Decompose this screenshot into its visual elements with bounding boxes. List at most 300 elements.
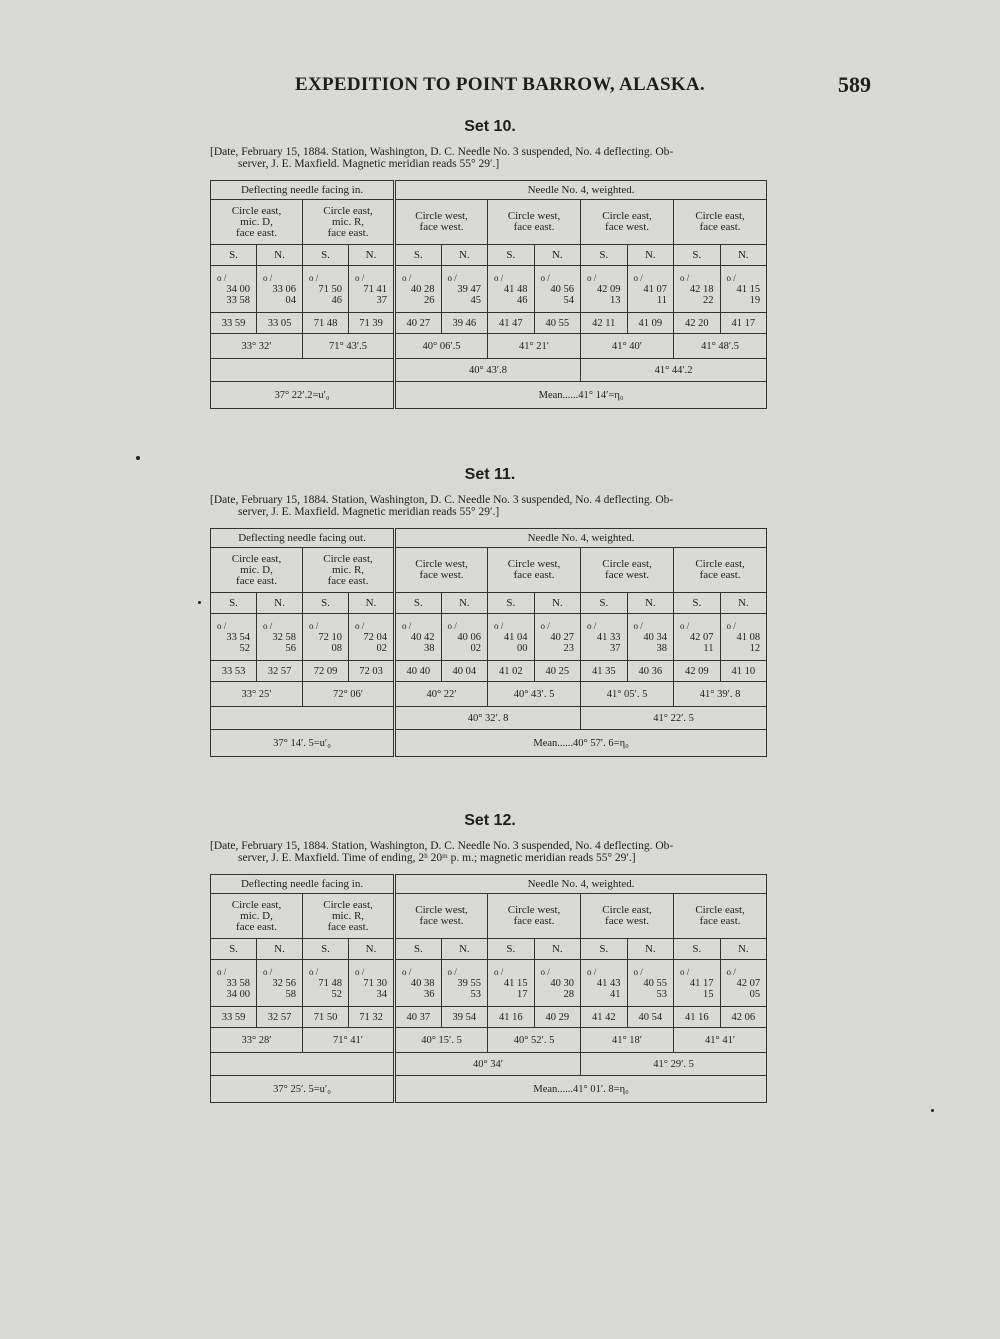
reading-value: 15	[703, 988, 714, 1000]
needle-header: Needle No. 4, weighted.	[395, 875, 767, 894]
degree-minute-marks: o /	[587, 620, 597, 631]
circle-header-row	[211, 200, 767, 245]
reading-value: 23	[563, 642, 575, 654]
mean-cell: 40 27	[395, 313, 442, 334]
pair-mean-cell: 40° 06′.5	[395, 334, 488, 359]
circle-header	[674, 200, 767, 245]
reading-value: 41 07	[643, 283, 668, 295]
mean-cell: 40 36	[627, 661, 674, 682]
degree-minute-marks: o /	[587, 966, 597, 977]
mean-cell: 33 53	[211, 661, 257, 682]
combined-cell: 41° 29′. 5	[581, 1053, 767, 1076]
mean-cell: 32 57	[257, 661, 303, 682]
readings-row	[211, 960, 767, 1007]
mean-cell: 39 46	[441, 313, 488, 334]
reading-value: 41 04	[503, 631, 528, 643]
circle-header	[674, 548, 767, 593]
reading-value: 39 47	[457, 283, 482, 295]
reading-cell	[349, 614, 395, 661]
reading-cell	[674, 614, 721, 661]
reading-value: 71 48	[318, 977, 342, 989]
mean-cell: 41 10	[720, 661, 767, 682]
pair-mean-cell: 41° 21′	[488, 334, 581, 359]
degree-minute-marks: o /	[355, 966, 365, 977]
reading-cell	[581, 266, 628, 313]
reading-value: 33 54	[226, 631, 250, 643]
combined-row	[211, 707, 767, 730]
degree-minute-marks: o /	[217, 620, 227, 631]
reading-value: 11	[656, 294, 668, 306]
mean-cell: 42 11	[581, 313, 628, 334]
readings-row	[211, 614, 767, 661]
n-header: N.	[441, 245, 488, 266]
reading-value: 40 28	[410, 283, 435, 295]
degree-minute-marks: o /	[309, 272, 319, 283]
reading-value: 12	[749, 642, 761, 654]
reading-value: 38	[424, 642, 435, 654]
degree-minute-marks: o /	[309, 620, 319, 631]
set-note-line: [Date, February 15, 1884. Station, Washington, D. C. Needle No. 3 suspended, No. 4 deflecting. Ob-	[210, 840, 674, 852]
degree-minute-marks: o /	[540, 620, 550, 631]
pair-mean-cell: 41° 48′.5	[674, 334, 767, 359]
degree-minute-marks: o /	[633, 620, 643, 631]
degree-minute-marks: o /	[309, 966, 319, 977]
degree-minute-marks: o /	[540, 966, 550, 977]
reading-value: 40 30	[550, 977, 575, 989]
means-row	[211, 1007, 767, 1028]
ink-speck	[136, 456, 140, 460]
circle-header	[395, 200, 488, 245]
mean-cell: 41 02	[488, 661, 535, 682]
combined-row	[211, 1053, 767, 1076]
degree-minute-marks: o /	[726, 272, 736, 283]
n-header: N.	[349, 593, 395, 614]
blank-cell	[211, 359, 395, 382]
combined-row	[211, 359, 767, 382]
reading-value: 13	[610, 294, 621, 306]
degree-minute-marks: o /	[726, 620, 736, 631]
degree-minute-marks: o /	[633, 272, 643, 283]
mean-cell: 72 09	[303, 661, 349, 682]
reading-value: 41	[610, 988, 621, 1000]
reading-cell	[534, 266, 581, 313]
combined-cell: 40° 34′	[395, 1053, 581, 1076]
reading-value: 40 42	[410, 631, 435, 643]
s-header: S.	[211, 939, 257, 960]
reading-value: 26	[424, 294, 435, 306]
reading-value: 40 27	[550, 631, 575, 643]
pair-means-row	[211, 334, 767, 359]
mean-cell: 71 32	[349, 1007, 395, 1028]
degree-minute-marks: o /	[726, 966, 736, 977]
degree-minute-marks: o /	[680, 272, 690, 283]
reading-value: 37	[610, 642, 621, 654]
pair-mean-cell: 40° 43′. 5	[488, 682, 581, 707]
circle-header	[211, 548, 303, 593]
mean-cell: 41 16	[674, 1007, 721, 1028]
pair-mean-cell: 40° 15′. 5	[395, 1028, 488, 1053]
n-header: N.	[720, 593, 767, 614]
circle-header	[581, 200, 674, 245]
needle-header: Needle No. 4, weighted.	[395, 181, 767, 200]
n-header: N.	[349, 245, 395, 266]
observation-table	[210, 874, 767, 1103]
reading-value: 41 15	[736, 283, 761, 295]
reading-value: 53	[470, 988, 482, 1000]
combined-cell: 41° 44′.2	[581, 359, 767, 382]
n-header: N.	[720, 939, 767, 960]
reading-value: 71 41	[363, 283, 388, 295]
s-header: S.	[581, 593, 628, 614]
reading-value: 39 55	[457, 977, 482, 989]
reading-cell	[534, 614, 581, 661]
reading-value: 32 58	[272, 631, 296, 643]
s-header: S.	[581, 939, 628, 960]
mean-cell: 72 03	[349, 661, 395, 682]
s-header: S.	[211, 593, 257, 614]
reading-cell	[627, 614, 674, 661]
s-header: S.	[303, 245, 349, 266]
set-note-line: [Date, February 15, 1884. Station, Washington, D. C. Needle No. 3 suspended, No. 4 deflecting. Ob-	[210, 146, 674, 158]
reading-cell	[211, 960, 257, 1007]
s-header: S.	[674, 939, 721, 960]
circle-header	[303, 548, 395, 593]
reading-cell	[720, 266, 767, 313]
degree-minute-marks: o /	[355, 272, 365, 283]
page-number: 589	[838, 72, 871, 97]
ink-speck	[198, 601, 201, 604]
reading-value: 38	[656, 642, 668, 654]
set-title: Set 12.	[464, 812, 516, 829]
degree-minute-marks: o /	[680, 966, 690, 977]
reading-value: 02	[470, 642, 482, 654]
reading-value: 71 50	[318, 283, 342, 295]
mean-cell: 40 37	[395, 1007, 442, 1028]
circle-header-row	[211, 548, 767, 593]
mean-cell: 41 35	[581, 661, 628, 682]
n-header: N.	[257, 593, 303, 614]
s-header: S.	[211, 245, 257, 266]
degree-minute-marks: o /	[494, 620, 504, 631]
reading-value: 33 58	[226, 977, 250, 989]
reading-cell	[488, 614, 535, 661]
circle-header	[395, 548, 488, 593]
circle-header	[488, 548, 581, 593]
circle-header	[395, 894, 488, 939]
sn-header-row	[211, 593, 767, 614]
reading-value: 42 18	[689, 283, 714, 295]
reading-cell	[395, 960, 442, 1007]
mean-cell: 41 17	[720, 313, 767, 334]
set-note-line: server, J. E. Maxfield. Time of ending, 2ʰ 20ᵐ p. m.; magnetic meridian reads 55° 29′.]	[238, 852, 636, 864]
reading-value: 72 04	[363, 631, 388, 643]
reading-value: 40 55	[643, 977, 668, 989]
set-title: Set 10.	[464, 118, 516, 135]
means-row	[211, 313, 767, 334]
mean-cell: 32 57	[257, 1007, 303, 1028]
readings-row	[211, 266, 767, 313]
reading-cell	[257, 266, 303, 313]
mean-cell: 71 39	[349, 313, 395, 334]
degree-minute-marks: o /	[402, 620, 412, 631]
circle-label: Circle west, face west.	[415, 558, 468, 581]
degree-minute-marks: o /	[402, 966, 412, 977]
circle-header	[303, 894, 395, 939]
mean-cell: 40 54	[627, 1007, 674, 1028]
n-header: N.	[627, 245, 674, 266]
reading-value: 52	[331, 988, 342, 1000]
reading-cell	[303, 960, 349, 1007]
final-deflection: 37° 25′. 5=u′₀	[211, 1076, 395, 1103]
blank-cell	[211, 1053, 395, 1076]
reading-value: 41 48	[503, 283, 528, 295]
needle-header: Needle No. 4, weighted.	[395, 529, 767, 548]
circle-label: Circle east, face west.	[602, 210, 652, 233]
reading-cell	[441, 614, 488, 661]
mean-cell: 33 59	[211, 1007, 257, 1028]
reading-cell	[488, 266, 535, 313]
s-header: S.	[488, 593, 535, 614]
degree-minute-marks: o /	[263, 620, 273, 631]
reading-cell	[720, 614, 767, 661]
final-row	[211, 730, 767, 757]
reading-cell	[395, 266, 442, 313]
reading-value: 41 33	[596, 631, 621, 643]
reading-value: 36	[424, 988, 435, 1000]
reading-value: 58	[285, 988, 296, 1000]
mean-cell: 33 05	[257, 313, 303, 334]
set-note	[210, 146, 770, 170]
mean-cell: 71 48	[303, 313, 349, 334]
s-header: S.	[395, 593, 442, 614]
mean-cell: 42 20	[674, 313, 721, 334]
n-header: N.	[534, 593, 581, 614]
circle-label: Circle east, mic. D, face east.	[231, 204, 282, 239]
circle-header	[211, 894, 303, 939]
degree-minute-marks: o /	[633, 966, 643, 977]
degree-minute-marks: o /	[494, 272, 504, 283]
reading-cell	[581, 614, 628, 661]
pair-mean-cell: 41° 18′	[581, 1028, 674, 1053]
reading-cell	[349, 960, 395, 1007]
deflecting-header: Deflecting needle facing in.	[211, 181, 395, 200]
circle-header	[211, 200, 303, 245]
sn-header-row	[211, 939, 767, 960]
set-10-block	[200, 118, 780, 409]
s-header: S.	[303, 593, 349, 614]
deflecting-header: Deflecting needle facing out.	[211, 529, 395, 548]
pair-mean-cell: 72° 06′	[303, 682, 395, 707]
reading-cell	[211, 266, 257, 313]
reading-value: 08	[331, 642, 342, 654]
circle-label: Circle east, mic. D, face east.	[231, 898, 282, 933]
reading-value: 40 56	[550, 283, 575, 295]
circle-label: Circle east, face east.	[695, 904, 745, 927]
final-mean: Mean......41° 14′=η₀	[395, 382, 767, 409]
blank-cell	[211, 707, 395, 730]
pair-mean-cell: 41° 41′	[674, 1028, 767, 1053]
circle-header	[488, 200, 581, 245]
circle-header	[303, 200, 395, 245]
mean-cell: 41 47	[488, 313, 535, 334]
circle-label: Circle east, mic. R, face east.	[323, 204, 373, 239]
set-note-line: server, J. E. Maxfield. Magnetic meridian reads 55° 29′.]	[238, 506, 500, 518]
circle-header	[674, 894, 767, 939]
circle-label: Circle east, mic. D, face east.	[231, 552, 282, 587]
mean-cell: 40 55	[534, 313, 581, 334]
n-header: N.	[534, 939, 581, 960]
reading-value: 34 00	[226, 283, 250, 295]
reading-value: 71 30	[363, 977, 388, 989]
circle-label: Circle west, face west.	[415, 210, 468, 233]
reading-cell	[674, 960, 721, 1007]
circle-label: Circle east, face west.	[602, 904, 652, 927]
reading-value: 28	[563, 988, 575, 1000]
group-header-row	[211, 181, 767, 200]
reading-value: 34 00	[226, 988, 250, 1000]
reading-value: 45	[470, 294, 482, 306]
reading-cell	[441, 266, 488, 313]
degree-minute-marks: o /	[217, 966, 227, 977]
reading-value: 41 08	[736, 631, 761, 643]
s-header: S.	[395, 245, 442, 266]
mean-cell: 40 29	[534, 1007, 581, 1028]
reading-cell	[257, 614, 303, 661]
mean-cell: 40 04	[441, 661, 488, 682]
degree-minute-marks: o /	[447, 966, 457, 977]
final-mean: Mean......41° 01′. 8=η₀	[395, 1076, 767, 1103]
degree-minute-marks: o /	[680, 620, 690, 631]
degree-minute-marks: o /	[402, 272, 412, 283]
mean-cell: 40 25	[534, 661, 581, 682]
set-note-line: [Date, February 15, 1884. Station, Washington, D. C. Needle No. 3 suspended, No. 4 deflecting. Ob-	[210, 494, 674, 506]
circle-label: Circle east, face west.	[602, 558, 652, 581]
reading-value: 00	[517, 642, 528, 654]
pair-mean-cell: 33° 25′	[211, 682, 303, 707]
reading-value: 52	[239, 642, 250, 654]
mean-cell: 40 40	[395, 661, 442, 682]
reading-value: 41 17	[689, 977, 714, 989]
mean-cell: 42 09	[674, 661, 721, 682]
reading-value: 22	[703, 294, 714, 306]
degree-minute-marks: o /	[263, 966, 273, 977]
observation-table	[210, 528, 767, 757]
set-note	[210, 840, 770, 864]
reading-cell	[627, 960, 674, 1007]
group-header-row	[211, 875, 767, 894]
observation-table	[210, 180, 767, 409]
s-header: S.	[303, 939, 349, 960]
circle-label: Circle west, face east.	[507, 210, 561, 233]
pair-mean-cell: 71° 43′.5	[303, 334, 395, 359]
s-header: S.	[674, 245, 721, 266]
s-header: S.	[488, 939, 535, 960]
mean-cell: 41 42	[581, 1007, 628, 1028]
reading-value: 33 06	[272, 283, 296, 295]
degree-minute-marks: o /	[587, 272, 597, 283]
s-header: S.	[395, 939, 442, 960]
reading-cell	[720, 960, 767, 1007]
circle-header	[581, 548, 674, 593]
sn-header-row	[211, 245, 767, 266]
circle-header	[488, 894, 581, 939]
set-11-block	[200, 466, 780, 757]
circle-label: Circle east, mic. R, face east.	[323, 552, 373, 587]
circle-header-row	[211, 894, 767, 939]
reading-value: 42 09	[596, 283, 621, 295]
reading-cell	[441, 960, 488, 1007]
final-mean: Mean......40° 57′. 6=η₀	[395, 730, 767, 757]
reading-value: 42 07	[736, 977, 761, 989]
reading-cell	[211, 614, 257, 661]
degree-minute-marks: o /	[447, 620, 457, 631]
reading-value: 42 07	[689, 631, 714, 643]
mean-cell: 42 06	[720, 1007, 767, 1028]
circle-label: Circle west, face west.	[415, 904, 468, 927]
n-header: N.	[257, 245, 303, 266]
pair-mean-cell: 41° 39′. 8	[674, 682, 767, 707]
pair-mean-cell: 41° 05′. 5	[581, 682, 674, 707]
reading-value: 05	[749, 988, 761, 1000]
reading-value: 56	[285, 642, 296, 654]
degree-minute-marks: o /	[540, 272, 550, 283]
reading-value: 41 15	[503, 977, 528, 989]
mean-cell: 71 50	[303, 1007, 349, 1028]
reading-cell	[257, 960, 303, 1007]
reading-value: 17	[517, 988, 528, 1000]
reading-value: 40 06	[457, 631, 482, 643]
reading-cell	[674, 266, 721, 313]
running-head: EXPEDITION TO POINT BARROW, ALASKA.	[295, 74, 705, 95]
set-title: Set 11.	[464, 466, 516, 483]
n-header: N.	[257, 939, 303, 960]
final-deflection: 37° 22′.2=u′₀	[211, 382, 395, 409]
reading-value: 19	[749, 294, 761, 306]
n-header: N.	[441, 939, 488, 960]
reading-cell	[627, 266, 674, 313]
reading-value: 32 56	[272, 977, 296, 989]
circle-label: Circle east, mic. R, face east.	[323, 898, 373, 933]
reading-cell	[395, 614, 442, 661]
pair-mean-cell: 40° 52′. 5	[488, 1028, 581, 1053]
reading-cell	[303, 614, 349, 661]
means-row	[211, 661, 767, 682]
circle-label: Circle west, face east.	[507, 558, 561, 581]
deflecting-header: Deflecting needle facing in.	[211, 875, 395, 894]
reading-cell	[303, 266, 349, 313]
circle-label: Circle west, face east.	[507, 904, 561, 927]
pair-mean-cell: 33° 32′	[211, 334, 303, 359]
combined-cell: 40° 32′. 8	[395, 707, 581, 730]
pair-means-row	[211, 682, 767, 707]
reading-cell	[488, 960, 535, 1007]
reading-value: 46	[517, 294, 528, 306]
pair-mean-cell: 40° 22′	[395, 682, 488, 707]
pair-means-row	[211, 1028, 767, 1053]
reading-value: 46	[331, 294, 342, 306]
set-12-block	[200, 812, 780, 1103]
pair-mean-cell: 41° 40′	[581, 334, 674, 359]
reading-value: 33 58	[226, 294, 250, 306]
reading-value: 41 43	[596, 977, 621, 989]
degree-minute-marks: o /	[494, 966, 504, 977]
combined-cell: 40° 43′.8	[395, 359, 581, 382]
circle-label: Circle east, face east.	[695, 210, 745, 233]
pair-mean-cell: 71° 41′	[303, 1028, 395, 1053]
ink-speck	[931, 1109, 934, 1112]
circle-label: Circle east, face east.	[695, 558, 745, 581]
final-row	[211, 382, 767, 409]
